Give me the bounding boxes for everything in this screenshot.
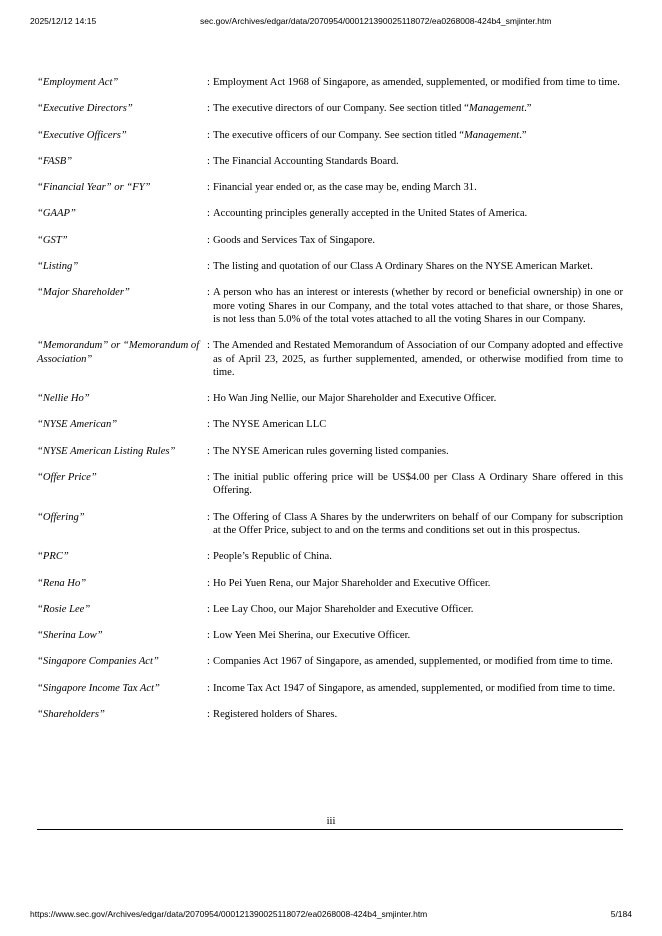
definition-text: Low Yeen Mei Sherina, our Executive Officer. bbox=[213, 630, 411, 642]
definition-colon: : bbox=[207, 419, 210, 431]
definition-text: People’s Republic of China. bbox=[213, 551, 332, 563]
definition-term: “Major Shareholder” bbox=[37, 287, 130, 299]
definition-row bbox=[37, 76, 623, 89]
definition-term: “GAAP” bbox=[37, 208, 76, 220]
definition-term: “Listing” bbox=[37, 261, 79, 273]
definition-row bbox=[37, 392, 623, 405]
definition-text: Ho Wan Jing Nellie, our Major Shareholder and Executive Officer. bbox=[213, 393, 497, 405]
definition-term: “Executive Directors” bbox=[37, 103, 133, 115]
definition-term: “Singapore Income Tax Act” bbox=[37, 682, 160, 694]
definition-text: Employment Act 1968 of Singapore, as amended, supplemented, or modified from time to time. bbox=[213, 77, 620, 88]
definition-row bbox=[37, 286, 623, 326]
definition-colon: : bbox=[207, 472, 210, 484]
definition-text: A person who has an interest or interests (whether by record or beneficial ownership) in one or more voting Shares in our Company, and the total votes attached to that share, or those Shares, is not less than 5.0% of the total votes attached to all the voting Shares in our Company. bbox=[213, 287, 623, 325]
definition-row bbox=[37, 129, 623, 142]
print-footer-url: https://www.sec.gov/Archives/edgar/data/2070954/000121390025118072/ea0268008-424b4_smjinter.htm bbox=[30, 909, 428, 919]
definition-row bbox=[37, 260, 623, 273]
definition-row bbox=[37, 603, 623, 616]
definition-text-start: The executive officers of our Company. See section titled “ bbox=[213, 129, 464, 141]
definition-colon: : bbox=[207, 234, 210, 246]
definition-term: “Shareholders” bbox=[37, 709, 105, 721]
definition-term: “NYSE American Listing Rules” bbox=[37, 445, 176, 457]
definition-term: “Singapore Companies Act” bbox=[37, 656, 159, 668]
definition-term: “Sherina Low” bbox=[37, 630, 103, 642]
definition-text: Registered holders of Shares. bbox=[213, 709, 338, 721]
definition-colon: : bbox=[207, 182, 210, 194]
definition-emphasis: Management bbox=[468, 103, 525, 115]
definition-row bbox=[37, 629, 623, 642]
definition-text: The initial public offering price will be US$4.00 per Class A Ordinary Share offered in this Offering. bbox=[213, 472, 623, 497]
definition-colon: : bbox=[207, 577, 210, 589]
definition-term: “Employment Act” bbox=[37, 77, 119, 88]
definition-term: “Rena Ho” bbox=[37, 577, 87, 589]
definition-text: Ho Pei Yuen Rena, our Major Shareholder and Executive Officer. bbox=[213, 577, 491, 589]
print-header-url: sec.gov/Archives/edgar/data/2070954/000121390025118072/ea0268008-424b4_smjinter.htm bbox=[200, 16, 552, 26]
definition-term: “Offer Price” bbox=[37, 472, 97, 484]
definition-row bbox=[37, 445, 623, 458]
definition-text-end: .” bbox=[519, 129, 527, 141]
definition-colon: : bbox=[207, 551, 210, 563]
definition-term: “Offering” bbox=[37, 511, 85, 523]
definition-text: Goods and Services Tax of Singapore. bbox=[213, 234, 376, 246]
definition-text: The Offering of Class A Shares by the underwriters on behalf of our Company for subscription at the Offer Price, subject to and on the terms and conditions set out in this prospectus. bbox=[213, 511, 623, 536]
definition-colon: : bbox=[207, 656, 210, 668]
definition-row bbox=[37, 550, 623, 563]
definition-text: The Financial Accounting Standards Board. bbox=[213, 155, 399, 167]
definition-row bbox=[37, 234, 623, 247]
definition-colon: : bbox=[207, 709, 210, 721]
definition-row bbox=[37, 207, 623, 220]
definition-colon: : bbox=[207, 261, 210, 273]
definition-colon: : bbox=[207, 511, 210, 523]
definition-row bbox=[37, 418, 623, 431]
definition-text: Financial year ended or, as the case may be, ending March 31. bbox=[213, 182, 477, 194]
definitions-list bbox=[37, 76, 623, 721]
definition-term: “NYSE American” bbox=[37, 419, 118, 431]
definition-text: Accounting principles generally accepted in the United States of America. bbox=[213, 208, 528, 220]
definition-text: Lee Lay Choo, our Major Shareholder and Executive Officer. bbox=[213, 603, 474, 615]
definition-term: “Memorandum” or “Memorandum of Association” bbox=[37, 340, 200, 365]
definition-colon: : bbox=[207, 129, 210, 141]
definition-text bbox=[213, 129, 623, 142]
page-divider bbox=[37, 829, 623, 830]
definition-term: “Executive Officers” bbox=[37, 129, 127, 141]
definition-row bbox=[37, 655, 623, 668]
definition-term: “FASB” bbox=[37, 155, 73, 167]
definition-term: “PRC” bbox=[37, 551, 69, 563]
definition-text: Companies Act 1967 of Singapore, as amended, supplemented, or modified from time to time. bbox=[213, 656, 613, 668]
definition-term: “Nellie Ho” bbox=[37, 393, 90, 405]
definition-row bbox=[37, 102, 623, 115]
definition-row bbox=[37, 577, 623, 590]
print-timestamp: 2025/12/12 14:15 bbox=[30, 16, 97, 26]
definition-colon: : bbox=[207, 287, 210, 299]
definition-row bbox=[37, 708, 623, 721]
definition-text: The NYSE American rules governing listed companies. bbox=[213, 445, 449, 457]
definition-row bbox=[37, 511, 623, 538]
definition-text: The NYSE American LLC bbox=[213, 419, 327, 431]
definition-colon: : bbox=[207, 682, 210, 694]
definition-row bbox=[37, 682, 623, 695]
definition-row bbox=[37, 471, 623, 498]
definition-colon: : bbox=[207, 77, 210, 88]
definition-text-end: .” bbox=[524, 103, 532, 115]
definition-colon: : bbox=[207, 603, 210, 615]
page-number: iii bbox=[326, 816, 336, 827]
definition-colon: : bbox=[207, 103, 210, 115]
definition-text: The listing and quotation of our Class A Ordinary Shares on the NYSE American Market. bbox=[213, 261, 593, 273]
definition-colon: : bbox=[207, 340, 210, 352]
definition-row bbox=[37, 155, 623, 168]
definition-emphasis: Management bbox=[463, 129, 520, 141]
definition-term: “Financial Year” or “FY” bbox=[37, 182, 151, 194]
definition-row bbox=[37, 339, 623, 379]
definition-term: “GST” bbox=[37, 234, 68, 246]
definition-text: The Amended and Restated Memorandum of Association of our Company adopted and effective as of April 23, 2025, as further supplemented, amended, or otherwise modified from time to time. bbox=[213, 340, 623, 378]
definition-colon: : bbox=[207, 393, 210, 405]
definition-term: “Rosie Lee” bbox=[37, 603, 91, 615]
definition-row bbox=[37, 181, 623, 194]
definition-text: Income Tax Act 1947 of Singapore, as amended, supplemented, or modified from time to time. bbox=[213, 682, 616, 694]
definition-text-start: The executive directors of our Company. See section titled “ bbox=[213, 103, 469, 115]
definition-colon: : bbox=[207, 445, 210, 457]
definition-text bbox=[213, 102, 623, 115]
definition-colon: : bbox=[207, 630, 210, 642]
definition-colon: : bbox=[207, 208, 210, 220]
print-page-count: 5/184 bbox=[610, 909, 632, 919]
definition-colon: : bbox=[207, 155, 210, 167]
